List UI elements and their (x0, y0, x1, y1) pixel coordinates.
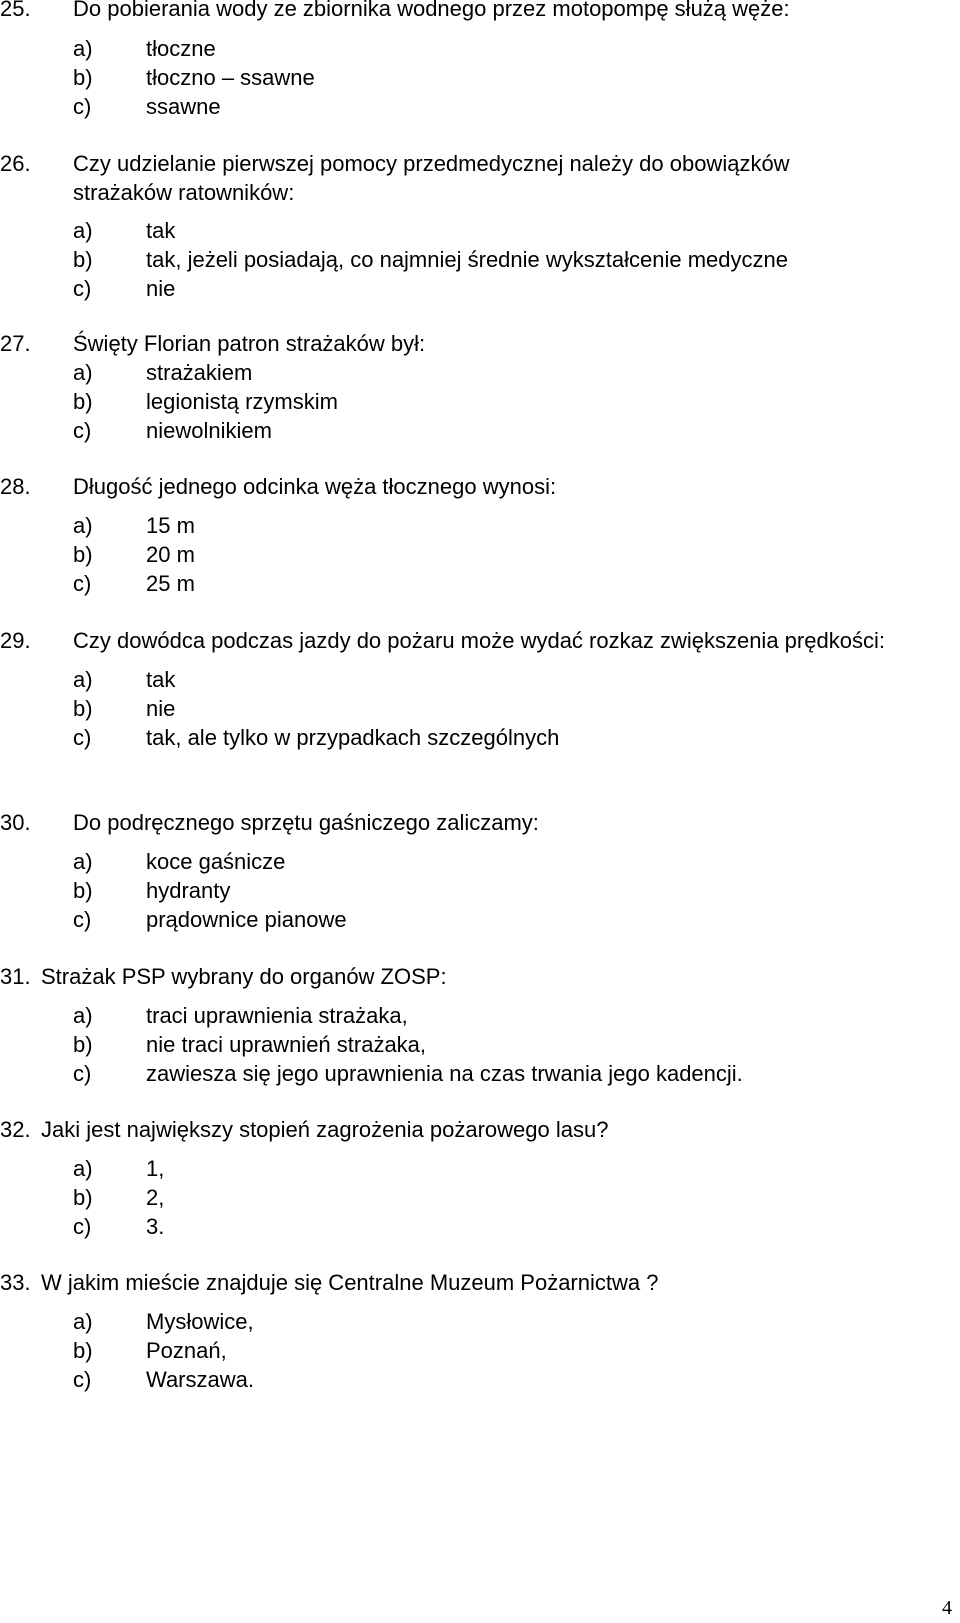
option-letter: a) (73, 36, 93, 61)
answer-option-b (0, 876, 940, 905)
option-text: tak, ale tylko w przypadkach szczególnych (146, 725, 560, 750)
answer-options (0, 665, 940, 752)
answer-option-b (0, 1183, 940, 1212)
answer-options (0, 1001, 940, 1088)
option-text: tak, jeżeli posiadają, co najmniej średnie wykształcenie medyczne (146, 247, 788, 272)
answer-option-b (0, 694, 940, 723)
question-text: Długość jednego odcinka węża tłocznego wynosi: (73, 474, 557, 499)
option-letter: b) (73, 878, 93, 903)
option-text: niewolnikiem (146, 418, 272, 443)
question-number: 30. (0, 810, 31, 835)
question-text: Czy dowódca podczas jazdy do pożaru może wydać rozkaz zwiększenia prędkości: (73, 628, 885, 653)
option-text: 2, (146, 1185, 165, 1210)
option-letter: a) (73, 1309, 93, 1334)
answer-option-b (0, 387, 940, 416)
answer-option-c (0, 1059, 940, 1088)
option-text: tłoczno – ssawne (146, 65, 315, 90)
question-28 (0, 472, 940, 598)
answer-option-c (0, 274, 940, 303)
option-letter: b) (73, 1338, 93, 1363)
option-letter: c) (73, 1061, 92, 1086)
question-31 (0, 962, 940, 1088)
question-number: 26. (0, 151, 31, 176)
option-letter: c) (73, 571, 92, 596)
answer-option-b (0, 245, 940, 274)
option-text: 20 m (146, 542, 195, 567)
option-letter: c) (73, 725, 92, 750)
option-text: Warszawa. (146, 1367, 254, 1392)
option-text: tak (146, 667, 176, 692)
answer-option-c (0, 1212, 940, 1241)
answer-options (0, 1307, 940, 1394)
question-number: 32. (0, 1117, 31, 1142)
option-text: koce gaśnicze (146, 849, 286, 874)
option-text: Mysłowice, (146, 1309, 254, 1334)
answer-option-b (0, 1336, 940, 1365)
question-29 (0, 626, 940, 752)
answer-option-b (0, 63, 940, 92)
option-letter: a) (73, 513, 93, 538)
option-letter: c) (73, 418, 92, 443)
answer-options (0, 216, 940, 303)
answer-option-c (0, 905, 940, 934)
option-letter: b) (73, 65, 93, 90)
question-number: 28. (0, 474, 31, 499)
question-number: 33. (0, 1270, 31, 1295)
answer-option-a (0, 1154, 940, 1183)
answer-options (0, 847, 940, 934)
option-letter: b) (73, 247, 93, 272)
option-text: Poznań, (146, 1338, 227, 1363)
question-32 (0, 1115, 940, 1241)
page-number: 4 (942, 1597, 952, 1619)
option-letter: b) (73, 1032, 93, 1057)
answer-option-c (0, 416, 940, 445)
answer-option-c (0, 1365, 940, 1394)
option-text: 15 m (146, 513, 195, 538)
answer-option-c (0, 723, 940, 752)
option-text: ssawne (146, 94, 221, 119)
option-letter: c) (73, 276, 92, 301)
option-text: nie (146, 276, 176, 301)
question-33 (0, 1268, 940, 1394)
option-letter: c) (73, 94, 92, 119)
option-text: 3. (146, 1214, 165, 1239)
answer-options (0, 1154, 940, 1241)
option-letter: a) (73, 218, 93, 243)
question-30 (0, 808, 940, 934)
question-text: Jaki jest największy stopień zagrożenia pożarowego lasu? (41, 1117, 609, 1142)
question-number: 31. (0, 964, 31, 989)
option-text: 1, (146, 1156, 165, 1181)
answer-option-a (0, 847, 940, 876)
option-text: nie traci uprawnień strażaka, (146, 1032, 427, 1057)
question-25 (0, 0, 940, 121)
option-text: strażakiem (146, 360, 253, 385)
answer-option-a (0, 216, 940, 245)
option-letter: b) (73, 696, 93, 721)
option-letter: a) (73, 1003, 93, 1028)
answer-option-a (0, 665, 940, 694)
question-text: Święty Florian patron strażaków był: (73, 331, 426, 356)
question-text: W jakim mieście znajduje się Centralne Muzeum Pożarnictwa ? (41, 1270, 659, 1295)
answer-option-a (0, 511, 940, 540)
answer-option-c (0, 569, 940, 598)
option-text: hydranty (146, 878, 231, 903)
option-text: tak (146, 218, 176, 243)
option-letter: a) (73, 667, 93, 692)
option-letter: c) (73, 907, 92, 932)
option-letter: a) (73, 1156, 93, 1181)
option-letter: b) (73, 1185, 93, 1210)
option-letter: c) (73, 1214, 92, 1239)
question-number: 27. (0, 331, 31, 356)
answer-option-a (0, 1001, 940, 1030)
question-number: 25. (0, 0, 31, 21)
option-letter: c) (73, 1367, 92, 1392)
option-text: prądownice pianowe (146, 907, 347, 932)
option-letter: b) (73, 542, 93, 567)
answer-options (0, 358, 940, 445)
question-text: Czy udzielanie pierwszej pomocy przedmedycznej należy do obowiązków strażaków ratowników: (73, 151, 790, 205)
answer-option-b (0, 540, 940, 569)
option-letter: b) (73, 389, 93, 414)
answer-option-a (0, 358, 940, 387)
answer-options (0, 511, 940, 598)
answer-option-a (0, 1307, 940, 1336)
option-text: zawiesza się jego uprawnienia na czas trwania jego kadencji. (146, 1061, 743, 1086)
question-text: Do podręcznego sprzętu gaśniczego zaliczamy: (73, 810, 539, 835)
option-text: tłoczne (146, 36, 216, 61)
question-number: 29. (0, 628, 31, 653)
question-26 (0, 149, 940, 303)
answer-option-b (0, 1030, 940, 1059)
answer-options (0, 34, 940, 121)
option-text: nie (146, 696, 176, 721)
option-letter: a) (73, 849, 93, 874)
option-text: legionistą rzymskim (146, 389, 338, 414)
option-letter: a) (73, 360, 93, 385)
answer-option-c (0, 92, 940, 121)
question-27 (0, 329, 940, 445)
question-text: Do pobierania wody ze zbiornika wodnego przez motopompę służą węże: (73, 0, 790, 21)
option-text: 25 m (146, 571, 195, 596)
question-text: Strażak PSP wybrany do organów ZOSP: (41, 964, 447, 989)
answer-option-a (0, 34, 940, 63)
option-text: traci uprawnienia strażaka, (146, 1003, 408, 1028)
